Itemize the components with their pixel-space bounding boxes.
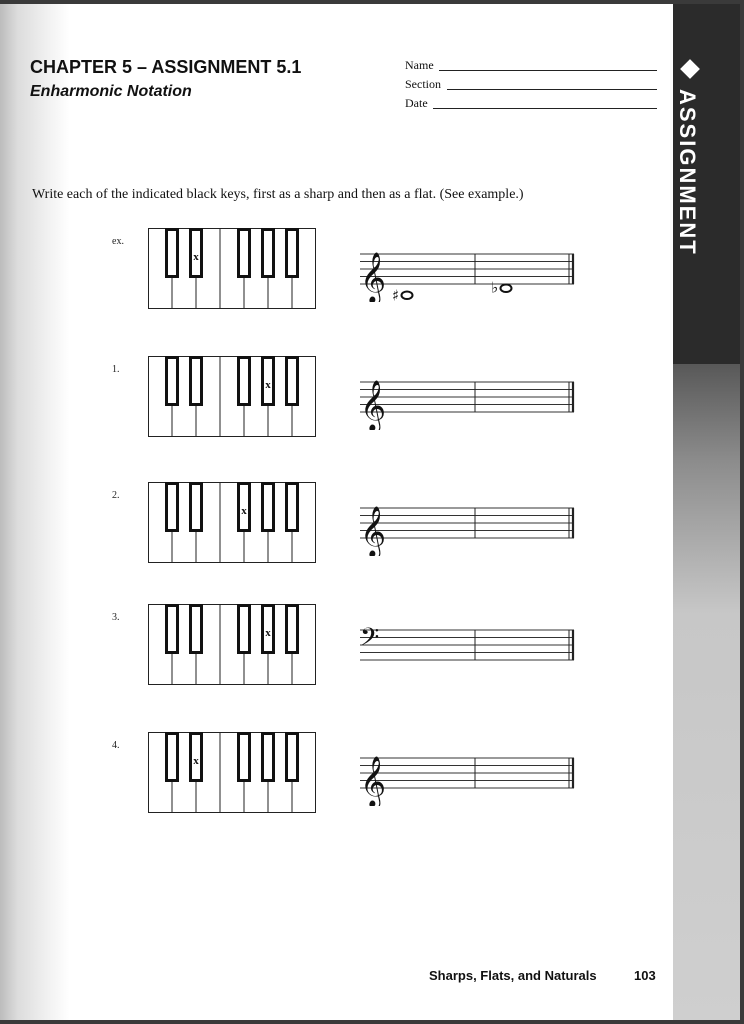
exercise-label: 1.: [112, 364, 120, 375]
black-key-outline: [168, 735, 176, 779]
black-key-outline: [240, 735, 248, 779]
black-key-marker: x: [241, 505, 247, 517]
treble-clef-icon: 𝄞: [360, 380, 387, 430]
black-key-outline: [288, 359, 296, 403]
piano-keyboard: [148, 732, 316, 813]
black-key-marker: x: [265, 379, 271, 391]
treble-clef-icon: 𝄞: [360, 506, 387, 556]
date-line[interactable]: [433, 108, 657, 109]
black-key-outline: [168, 231, 176, 275]
black-key-outline: [168, 607, 176, 651]
workbook-page: [0, 4, 740, 1020]
piano-keyboard: [148, 604, 316, 685]
chapter-title: CHAPTER 5 – ASSIGNMENT 5.1: [30, 57, 302, 77]
exercise-label: 3.: [112, 612, 120, 623]
black-key-outline: [168, 359, 176, 403]
name-field[interactable]: [405, 58, 434, 73]
black-key-outline: [288, 607, 296, 651]
chapter-subtitle: Enharmonic Notation: [30, 83, 192, 100]
black-key-marker: x: [265, 627, 271, 639]
music-staff[interactable]: [356, 370, 578, 430]
black-key-marker: x: [193, 755, 199, 767]
black-key-outline: [288, 231, 296, 275]
music-staff[interactable]: [356, 242, 578, 302]
date-field[interactable]: [405, 96, 428, 111]
sharp-accidental-icon: ♯: [392, 286, 400, 302]
bass-clef-icon: 𝄢: [360, 623, 380, 658]
music-staff[interactable]: [356, 746, 578, 806]
footer-section-title: Sharps, Flats, and Naturals: [429, 968, 597, 983]
side-tab-label: ASSIGNMENT: [675, 89, 700, 256]
treble-clef-icon: 𝄞: [360, 252, 387, 302]
black-key-outline: [240, 359, 248, 403]
flat-accidental-icon: ♭: [491, 278, 499, 297]
exercise-label: 4.: [112, 740, 120, 751]
date-label: Date: [405, 96, 428, 110]
section-field[interactable]: [405, 77, 441, 92]
exercise-label: 2.: [112, 490, 120, 501]
black-key-outline: [240, 607, 248, 651]
music-staff[interactable]: [356, 618, 578, 678]
black-key-outline: [288, 485, 296, 529]
whole-note-flat: [501, 284, 512, 292]
section-label: Section: [405, 77, 441, 91]
whole-note-sharp: [402, 291, 413, 299]
black-key-outline: [192, 359, 200, 403]
music-staff[interactable]: [356, 496, 578, 556]
black-key-outline: [288, 735, 296, 779]
name-line[interactable]: [439, 70, 657, 71]
black-key-outline: [240, 231, 248, 275]
treble-clef-icon: 𝄞: [360, 756, 387, 806]
name-label: Name: [405, 58, 434, 72]
page-gutter-shadow: [0, 4, 70, 1020]
black-key-outline: [264, 485, 272, 529]
black-key-outline: [264, 735, 272, 779]
black-key-marker: x: [193, 251, 199, 263]
piano-keyboard: [148, 228, 316, 309]
black-key-outline: [192, 607, 200, 651]
piano-keyboard: [148, 482, 316, 563]
instructions: Write each of the indicated black keys, first as a sharp and then as a flat. (See example.): [32, 187, 524, 202]
piano-keyboard: [148, 356, 316, 437]
page-number: 103: [634, 968, 656, 983]
black-key-outline: [168, 485, 176, 529]
section-line[interactable]: [447, 89, 657, 90]
exercise-label: ex.: [112, 236, 124, 247]
black-key-outline: [264, 231, 272, 275]
black-key-outline: [192, 485, 200, 529]
